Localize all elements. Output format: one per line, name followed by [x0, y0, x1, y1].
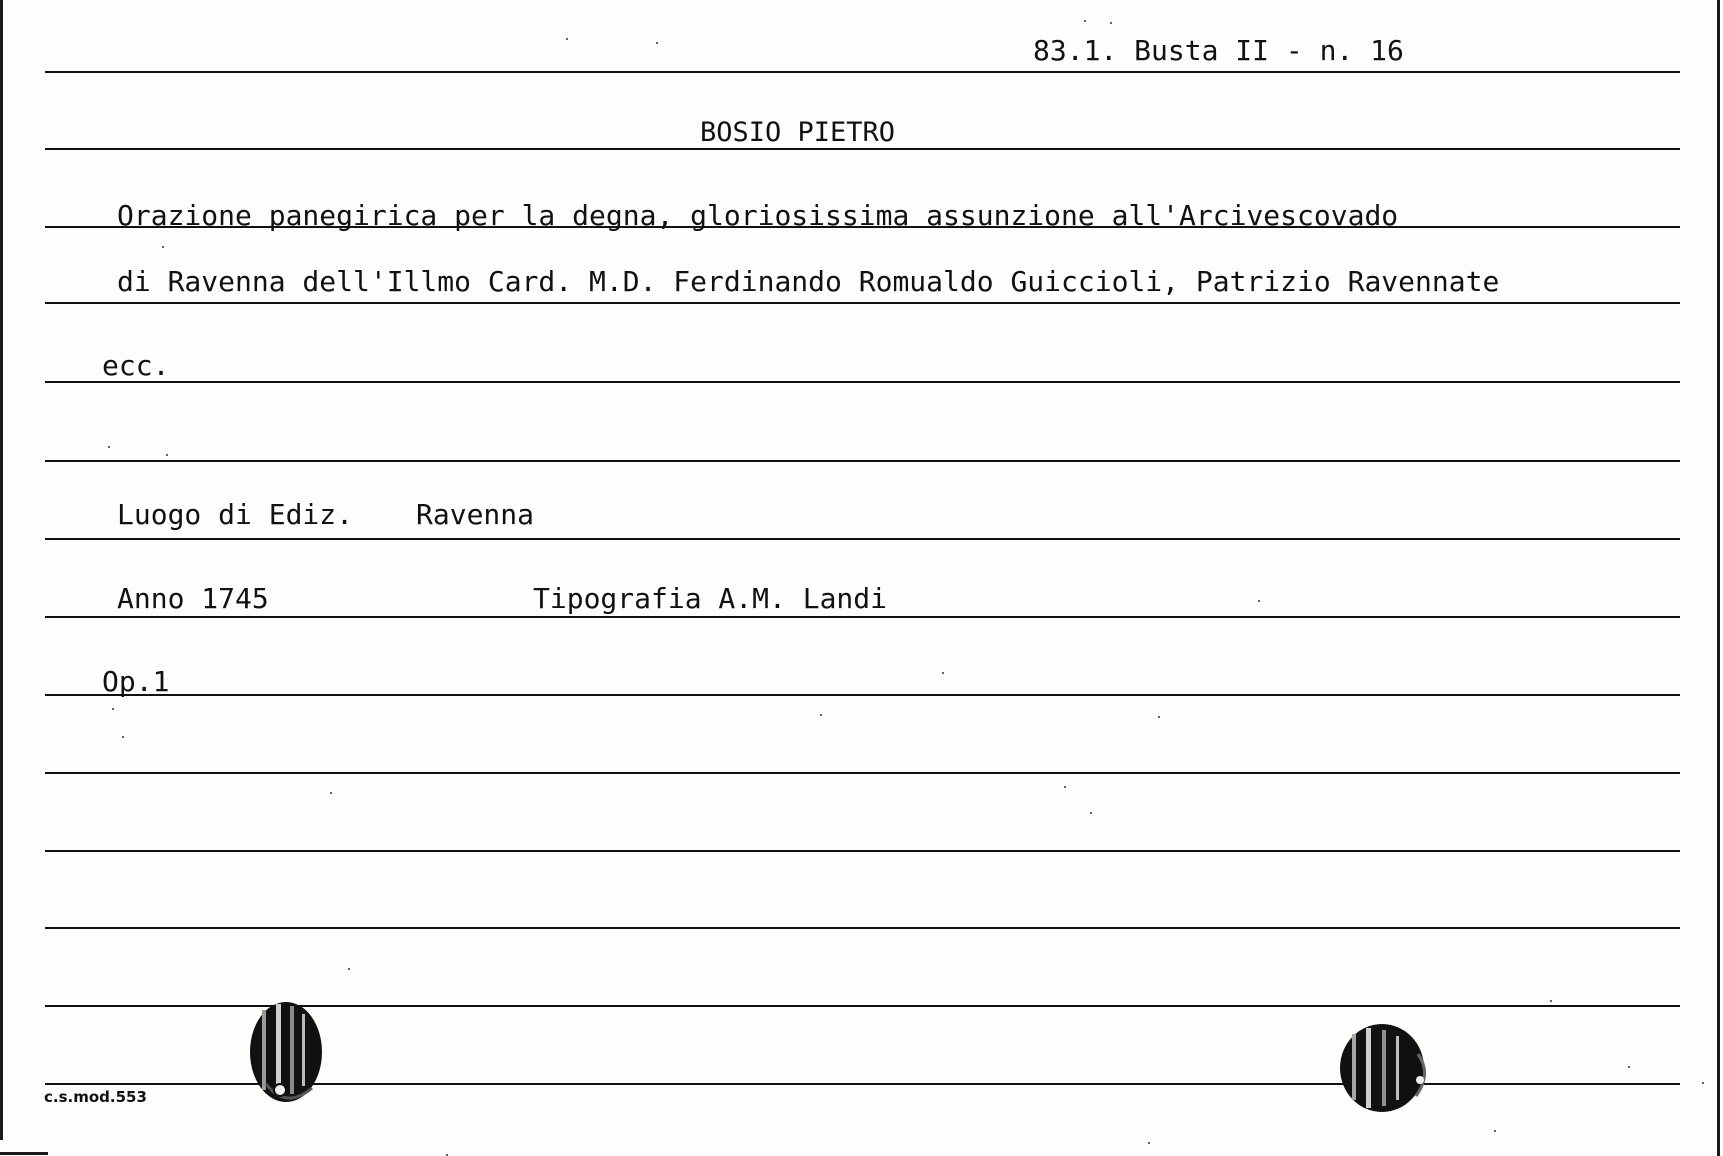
ruled-line [45, 694, 1680, 696]
punch-hole-left [240, 992, 336, 1114]
scan-speck [1550, 1000, 1552, 1002]
ruled-line [45, 927, 1680, 929]
scan-speck [1702, 1082, 1704, 1084]
reference-number: 83.1. Busta II - n. 16 [1033, 34, 1404, 67]
scan-speck [566, 38, 568, 40]
scan-speck [1494, 1130, 1496, 1132]
place-value: Ravenna [416, 498, 535, 531]
scan-speck [112, 708, 114, 710]
op-number: Op.1 [102, 665, 170, 698]
author-name: BOSIO PIETRO [700, 117, 896, 148]
ruled-line [45, 772, 1680, 774]
place-label: Luogo di Ediz. [117, 498, 354, 531]
scan-speck [1064, 786, 1066, 788]
title-line-3: ecc. [102, 349, 170, 382]
scan-speck [166, 454, 168, 456]
year-label: Anno 1745 [117, 582, 269, 615]
ruled-line [45, 850, 1680, 852]
title-line-1: Orazione panegirica per la degna, gloriosissima assunzione all'Arcivescovado [117, 199, 1399, 232]
scan-speck [108, 446, 110, 448]
scan-speck [1110, 22, 1112, 24]
scan-speck [656, 42, 658, 44]
scan-speck [1090, 812, 1092, 814]
form-code: c.s.mod.553 [44, 1088, 147, 1106]
card-right-edge [1717, 0, 1720, 1156]
scan-speck [1158, 716, 1160, 718]
ruled-line [45, 302, 1680, 304]
scan-speck [122, 736, 124, 738]
ruled-line [45, 460, 1680, 462]
scan-speck [942, 672, 944, 674]
card-left-edge [0, 0, 3, 1140]
scan-speck [1258, 600, 1260, 602]
card-bottom-edge [0, 1152, 48, 1155]
scan-speck [162, 246, 164, 248]
scan-speck [1084, 20, 1086, 22]
scan-speck [1628, 1066, 1630, 1068]
scan-speck [820, 714, 822, 716]
ruled-line [45, 538, 1680, 540]
ruled-line [45, 616, 1680, 618]
title-line-2: di Ravenna dell'Illmo Card. M.D. Ferdinando Romualdo Guiccioli, Patrizio Ravennate [117, 265, 1500, 298]
ruled-line [45, 71, 1680, 73]
printer-name: Tipografia A.M. Landi [533, 582, 888, 615]
scan-speck [348, 968, 350, 970]
ruled-line [45, 381, 1680, 383]
scan-speck [330, 792, 332, 794]
punch-hole-right [1332, 1014, 1440, 1122]
scan-speck [1148, 1142, 1150, 1144]
